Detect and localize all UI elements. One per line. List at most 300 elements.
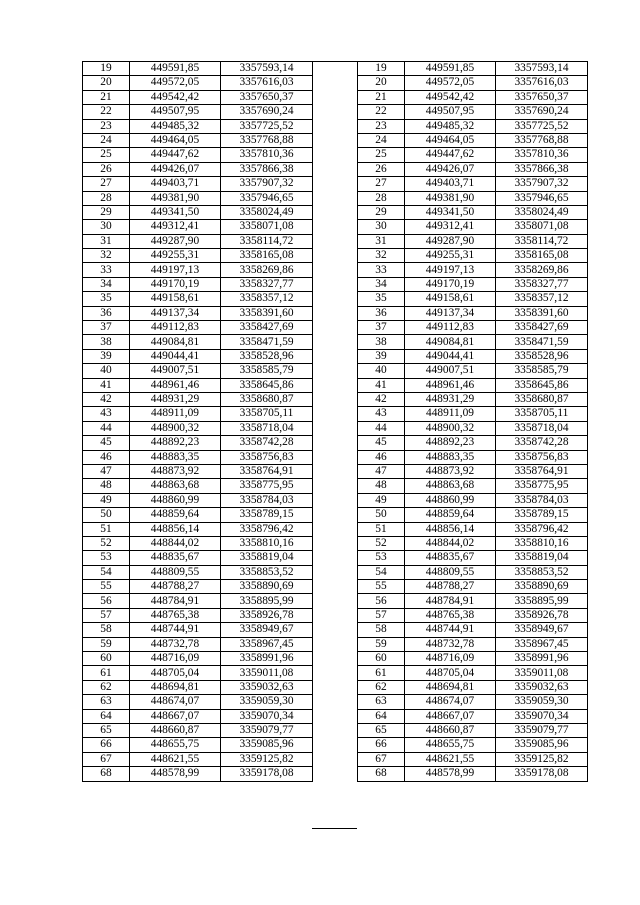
x-coordinate-cell: 448961,46 [405,378,496,392]
point-number-cell: 44 [83,421,130,435]
y-coordinate-cell: 3358269,86 [496,263,588,277]
table-row [358,421,588,435]
y-coordinate-cell: 3358528,96 [221,349,313,363]
point-number-cell: 53 [358,551,405,565]
point-number-cell: 33 [358,263,405,277]
point-number-cell: 30 [83,220,130,234]
x-coordinate-cell: 448732,78 [130,637,221,651]
table-row [83,220,313,234]
y-coordinate-cell: 3358775,95 [221,479,313,493]
x-coordinate-cell: 449507,95 [130,105,221,119]
table-body [358,62,588,782]
table-row [358,637,588,651]
y-coordinate-cell: 3358819,04 [496,551,588,565]
table-body [83,62,313,782]
x-coordinate-cell: 448667,07 [405,709,496,723]
y-coordinate-cell: 3358645,86 [496,378,588,392]
table-row [83,522,313,536]
y-coordinate-cell: 3359125,82 [221,752,313,766]
point-number-cell: 35 [83,292,130,306]
table-row [358,580,588,594]
point-number-cell: 57 [358,608,405,622]
x-coordinate-cell: 448788,27 [405,580,496,594]
point-number-cell: 56 [358,594,405,608]
table-row [358,191,588,205]
point-number-cell: 55 [83,580,130,594]
y-coordinate-cell: 3358853,52 [221,565,313,579]
point-number-cell: 38 [83,335,130,349]
point-number-cell: 22 [83,105,130,119]
table-row [358,76,588,90]
point-number-cell: 68 [83,767,130,781]
y-coordinate-cell: 3358756,83 [496,450,588,464]
point-number-cell: 54 [358,565,405,579]
x-coordinate-cell: 448705,04 [130,666,221,680]
point-number-cell: 59 [83,637,130,651]
x-coordinate-cell: 449287,90 [130,234,221,248]
y-coordinate-cell: 3358585,79 [221,364,313,378]
y-coordinate-cell: 3358718,04 [496,421,588,435]
table-row [358,623,588,637]
x-coordinate-cell: 448578,99 [130,767,221,781]
point-number-cell: 35 [358,292,405,306]
table-row [83,464,313,478]
point-number-cell: 28 [358,191,405,205]
coordinates-table-right [357,61,588,782]
point-number-cell: 31 [83,234,130,248]
table-row [83,105,313,119]
table-row [83,608,313,622]
y-coordinate-cell: 3358585,79 [496,364,588,378]
point-number-cell: 45 [83,436,130,450]
point-number-cell: 19 [358,62,405,76]
table-row [358,508,588,522]
table-row [358,738,588,752]
table-row [358,392,588,406]
x-coordinate-cell: 449572,05 [130,76,221,90]
table-row [358,695,588,709]
x-coordinate-cell: 448911,09 [130,407,221,421]
y-coordinate-cell: 3358991,96 [221,652,313,666]
point-number-cell: 63 [358,695,405,709]
point-number-cell: 42 [83,392,130,406]
table-row [358,608,588,622]
point-number-cell: 50 [83,508,130,522]
y-coordinate-cell: 3358357,12 [221,292,313,306]
x-coordinate-cell: 448900,32 [405,421,496,435]
y-coordinate-cell: 3359032,63 [496,680,588,694]
x-coordinate-cell: 449591,85 [130,62,221,76]
y-coordinate-cell: 3358742,28 [496,436,588,450]
table-row [83,508,313,522]
table-row [358,306,588,320]
y-coordinate-cell: 3357946,65 [496,191,588,205]
y-coordinate-cell: 3358071,08 [496,220,588,234]
y-coordinate-cell: 3358967,45 [496,637,588,651]
x-coordinate-cell: 449112,83 [130,321,221,335]
table-row [83,321,313,335]
x-coordinate-cell: 448655,75 [130,738,221,752]
y-coordinate-cell: 3358789,15 [496,508,588,522]
point-number-cell: 52 [358,536,405,550]
x-coordinate-cell: 448892,23 [130,436,221,450]
y-coordinate-cell: 3358024,49 [496,205,588,219]
y-coordinate-cell: 3358269,86 [221,263,313,277]
point-number-cell: 66 [83,738,130,752]
y-coordinate-cell: 3357810,36 [221,148,313,162]
table-row [83,133,313,147]
point-number-cell: 28 [83,191,130,205]
x-coordinate-cell: 449426,07 [130,162,221,176]
y-coordinate-cell: 3358427,69 [496,321,588,335]
y-coordinate-cell: 3358645,86 [221,378,313,392]
point-number-cell: 66 [358,738,405,752]
table-row [358,407,588,421]
y-coordinate-cell: 3357946,65 [221,191,313,205]
point-number-cell: 68 [358,767,405,781]
point-number-cell: 32 [358,249,405,263]
point-number-cell: 62 [83,680,130,694]
x-coordinate-cell: 448674,07 [405,695,496,709]
x-coordinate-cell: 449112,83 [405,321,496,335]
y-coordinate-cell: 3358471,59 [496,335,588,349]
point-number-cell: 42 [358,392,405,406]
point-number-cell: 26 [358,162,405,176]
table-row [358,364,588,378]
x-coordinate-cell: 448883,35 [130,450,221,464]
point-number-cell: 34 [83,277,130,291]
y-coordinate-cell: 3358890,69 [496,580,588,594]
x-coordinate-cell: 448784,91 [130,594,221,608]
x-coordinate-cell: 448655,75 [405,738,496,752]
point-number-cell: 58 [358,623,405,637]
table-row [83,349,313,363]
x-coordinate-cell: 448784,91 [405,594,496,608]
x-coordinate-cell: 449447,62 [130,148,221,162]
x-coordinate-cell: 448694,81 [130,680,221,694]
table-row [83,378,313,392]
y-coordinate-cell: 3358705,11 [221,407,313,421]
x-coordinate-cell: 448660,87 [405,723,496,737]
point-number-cell: 65 [83,723,130,737]
table-row [358,62,588,76]
point-number-cell: 37 [83,321,130,335]
x-coordinate-cell: 449007,51 [405,364,496,378]
y-coordinate-cell: 3359011,08 [221,666,313,680]
point-number-cell: 20 [83,76,130,90]
x-coordinate-cell: 448705,04 [405,666,496,680]
coordinates-table-left [82,61,313,782]
point-number-cell: 29 [83,205,130,219]
x-coordinate-cell: 449255,31 [130,249,221,263]
x-coordinate-cell: 449137,34 [405,306,496,320]
x-coordinate-cell: 449044,41 [405,349,496,363]
table-row [83,191,313,205]
point-number-cell: 25 [358,148,405,162]
x-coordinate-cell: 449158,61 [405,292,496,306]
y-coordinate-cell: 3359059,30 [221,695,313,709]
y-coordinate-cell: 3358427,69 [221,321,313,335]
point-number-cell: 64 [358,709,405,723]
y-coordinate-cell: 3357866,38 [221,162,313,176]
table-row [83,536,313,550]
point-number-cell: 56 [83,594,130,608]
table-row [358,767,588,781]
point-number-cell: 37 [358,321,405,335]
x-coordinate-cell: 448931,29 [130,392,221,406]
y-coordinate-cell: 3357650,37 [221,90,313,104]
table-row [83,292,313,306]
x-coordinate-cell: 448900,32 [130,421,221,435]
y-coordinate-cell: 3358756,83 [221,450,313,464]
x-coordinate-cell: 449255,31 [405,249,496,263]
y-coordinate-cell: 3358895,99 [221,594,313,608]
y-coordinate-cell: 3358810,16 [221,536,313,550]
x-coordinate-cell: 448844,02 [130,536,221,550]
point-number-cell: 40 [358,364,405,378]
point-number-cell: 51 [358,522,405,536]
y-coordinate-cell: 3357650,37 [496,90,588,104]
point-number-cell: 25 [83,148,130,162]
table-row [358,652,588,666]
point-number-cell: 36 [358,306,405,320]
x-coordinate-cell: 449591,85 [405,62,496,76]
x-coordinate-cell: 449158,61 [130,292,221,306]
table-row [83,695,313,709]
y-coordinate-cell: 3358071,08 [221,220,313,234]
x-coordinate-cell: 448744,91 [405,623,496,637]
table-row [83,436,313,450]
y-coordinate-cell: 3357690,24 [221,105,313,119]
y-coordinate-cell: 3358796,42 [496,522,588,536]
table-row [358,277,588,291]
y-coordinate-cell: 3358890,69 [221,580,313,594]
x-coordinate-cell: 448744,91 [130,623,221,637]
table-row [358,522,588,536]
y-coordinate-cell: 3357616,03 [221,76,313,90]
x-coordinate-cell: 448809,55 [405,565,496,579]
y-coordinate-cell: 3357593,14 [221,62,313,76]
table-row [358,105,588,119]
x-coordinate-cell: 448859,64 [130,508,221,522]
table-row [83,666,313,680]
point-number-cell: 21 [83,90,130,104]
point-number-cell: 58 [83,623,130,637]
table-row [358,594,588,608]
x-coordinate-cell: 449403,71 [405,177,496,191]
point-number-cell: 48 [358,479,405,493]
point-number-cell: 61 [83,666,130,680]
x-coordinate-cell: 448621,55 [405,752,496,766]
x-coordinate-cell: 448667,07 [130,709,221,723]
x-coordinate-cell: 448863,68 [405,479,496,493]
point-number-cell: 57 [83,608,130,622]
point-number-cell: 46 [358,450,405,464]
x-coordinate-cell: 449287,90 [405,234,496,248]
table-row [83,249,313,263]
table-row [358,119,588,133]
point-number-cell: 26 [83,162,130,176]
x-coordinate-cell: 448765,38 [405,608,496,622]
table-row [358,464,588,478]
y-coordinate-cell: 3358742,28 [221,436,313,450]
point-number-cell: 49 [358,493,405,507]
y-coordinate-cell: 3357725,52 [221,119,313,133]
y-coordinate-cell: 3358775,95 [496,479,588,493]
table-row [83,565,313,579]
y-coordinate-cell: 3358991,96 [496,652,588,666]
x-coordinate-cell: 448809,55 [130,565,221,579]
point-number-cell: 32 [83,249,130,263]
table-row [83,594,313,608]
table-row [83,76,313,90]
x-coordinate-cell: 448883,35 [405,450,496,464]
point-number-cell: 62 [358,680,405,694]
table-row [83,392,313,406]
x-coordinate-cell: 448860,99 [405,493,496,507]
point-number-cell: 41 [358,378,405,392]
y-coordinate-cell: 3359125,82 [496,752,588,766]
x-coordinate-cell: 448931,29 [405,392,496,406]
table-row [358,292,588,306]
table-row [83,551,313,565]
x-coordinate-cell: 448716,09 [405,652,496,666]
x-coordinate-cell: 448856,14 [130,522,221,536]
x-coordinate-cell: 449341,50 [405,205,496,219]
x-coordinate-cell: 449403,71 [130,177,221,191]
y-coordinate-cell: 3358528,96 [496,349,588,363]
table-row [358,148,588,162]
y-coordinate-cell: 3358967,45 [221,637,313,651]
y-coordinate-cell: 3358784,03 [496,493,588,507]
x-coordinate-cell: 448765,38 [130,608,221,622]
table-row [83,234,313,248]
table-row [358,378,588,392]
table-row [83,767,313,781]
table-row [358,133,588,147]
point-number-cell: 24 [358,133,405,147]
y-coordinate-cell: 3358471,59 [221,335,313,349]
point-number-cell: 40 [83,364,130,378]
y-coordinate-cell: 3358853,52 [496,565,588,579]
table-row [83,119,313,133]
y-coordinate-cell: 3357768,88 [496,133,588,147]
y-coordinate-cell: 3357725,52 [496,119,588,133]
x-coordinate-cell: 448892,23 [405,436,496,450]
table-row [83,148,313,162]
table-row [83,493,313,507]
x-coordinate-cell: 448863,68 [130,479,221,493]
table-row [358,220,588,234]
y-coordinate-cell: 3359085,96 [221,738,313,752]
point-number-cell: 64 [83,709,130,723]
table-row [358,162,588,176]
x-coordinate-cell: 449542,42 [130,90,221,104]
y-coordinate-cell: 3359070,34 [221,709,313,723]
x-coordinate-cell: 449464,05 [130,133,221,147]
y-coordinate-cell: 3358114,72 [496,234,588,248]
point-number-cell: 44 [358,421,405,435]
point-number-cell: 23 [358,119,405,133]
y-coordinate-cell: 3358926,78 [496,608,588,622]
point-number-cell: 47 [83,464,130,478]
y-coordinate-cell: 3357768,88 [221,133,313,147]
y-coordinate-cell: 3358926,78 [221,608,313,622]
x-coordinate-cell: 449137,34 [130,306,221,320]
table-row [83,162,313,176]
table-row [358,479,588,493]
x-coordinate-cell: 448860,99 [130,493,221,507]
x-coordinate-cell: 448660,87 [130,723,221,737]
table-gap-frame [312,61,357,829]
y-coordinate-cell: 3359085,96 [496,738,588,752]
table-row [83,623,313,637]
y-coordinate-cell: 3358680,87 [496,392,588,406]
y-coordinate-cell: 3357907,32 [496,177,588,191]
point-number-cell: 61 [358,666,405,680]
x-coordinate-cell: 448732,78 [405,637,496,651]
x-coordinate-cell: 448578,99 [405,767,496,781]
point-number-cell: 22 [358,105,405,119]
table-row [358,565,588,579]
point-number-cell: 51 [83,522,130,536]
x-coordinate-cell: 449381,90 [405,191,496,205]
y-coordinate-cell: 3357810,36 [496,148,588,162]
point-number-cell: 67 [83,752,130,766]
point-number-cell: 21 [358,90,405,104]
point-number-cell: 48 [83,479,130,493]
table-row [83,205,313,219]
y-coordinate-cell: 3358165,08 [496,249,588,263]
table-row [83,90,313,104]
table-row [83,364,313,378]
y-coordinate-cell: 3359079,77 [221,723,313,737]
x-coordinate-cell: 449007,51 [130,364,221,378]
y-coordinate-cell: 3358327,77 [221,277,313,291]
y-coordinate-cell: 3358680,87 [221,392,313,406]
point-number-cell: 63 [83,695,130,709]
table-row [83,709,313,723]
point-number-cell: 50 [358,508,405,522]
y-coordinate-cell: 3358895,99 [496,594,588,608]
y-coordinate-cell: 3358391,60 [496,306,588,320]
point-number-cell: 60 [83,652,130,666]
x-coordinate-cell: 449170,19 [130,277,221,291]
y-coordinate-cell: 3358789,15 [221,508,313,522]
x-coordinate-cell: 449426,07 [405,162,496,176]
point-number-cell: 46 [83,450,130,464]
table-row [358,205,588,219]
table-row [83,680,313,694]
point-number-cell: 53 [83,551,130,565]
table-row [83,479,313,493]
point-number-cell: 29 [358,205,405,219]
y-coordinate-cell: 3358764,91 [221,464,313,478]
y-coordinate-cell: 3358764,91 [496,464,588,478]
table-row [358,90,588,104]
x-coordinate-cell: 449341,50 [130,205,221,219]
point-number-cell: 19 [83,62,130,76]
x-coordinate-cell: 448961,46 [130,378,221,392]
point-number-cell: 52 [83,536,130,550]
table-row [358,709,588,723]
x-coordinate-cell: 449084,81 [130,335,221,349]
y-coordinate-cell: 3358796,42 [221,522,313,536]
point-number-cell: 54 [83,565,130,579]
point-number-cell: 34 [358,277,405,291]
table-row [83,407,313,421]
point-number-cell: 41 [83,378,130,392]
